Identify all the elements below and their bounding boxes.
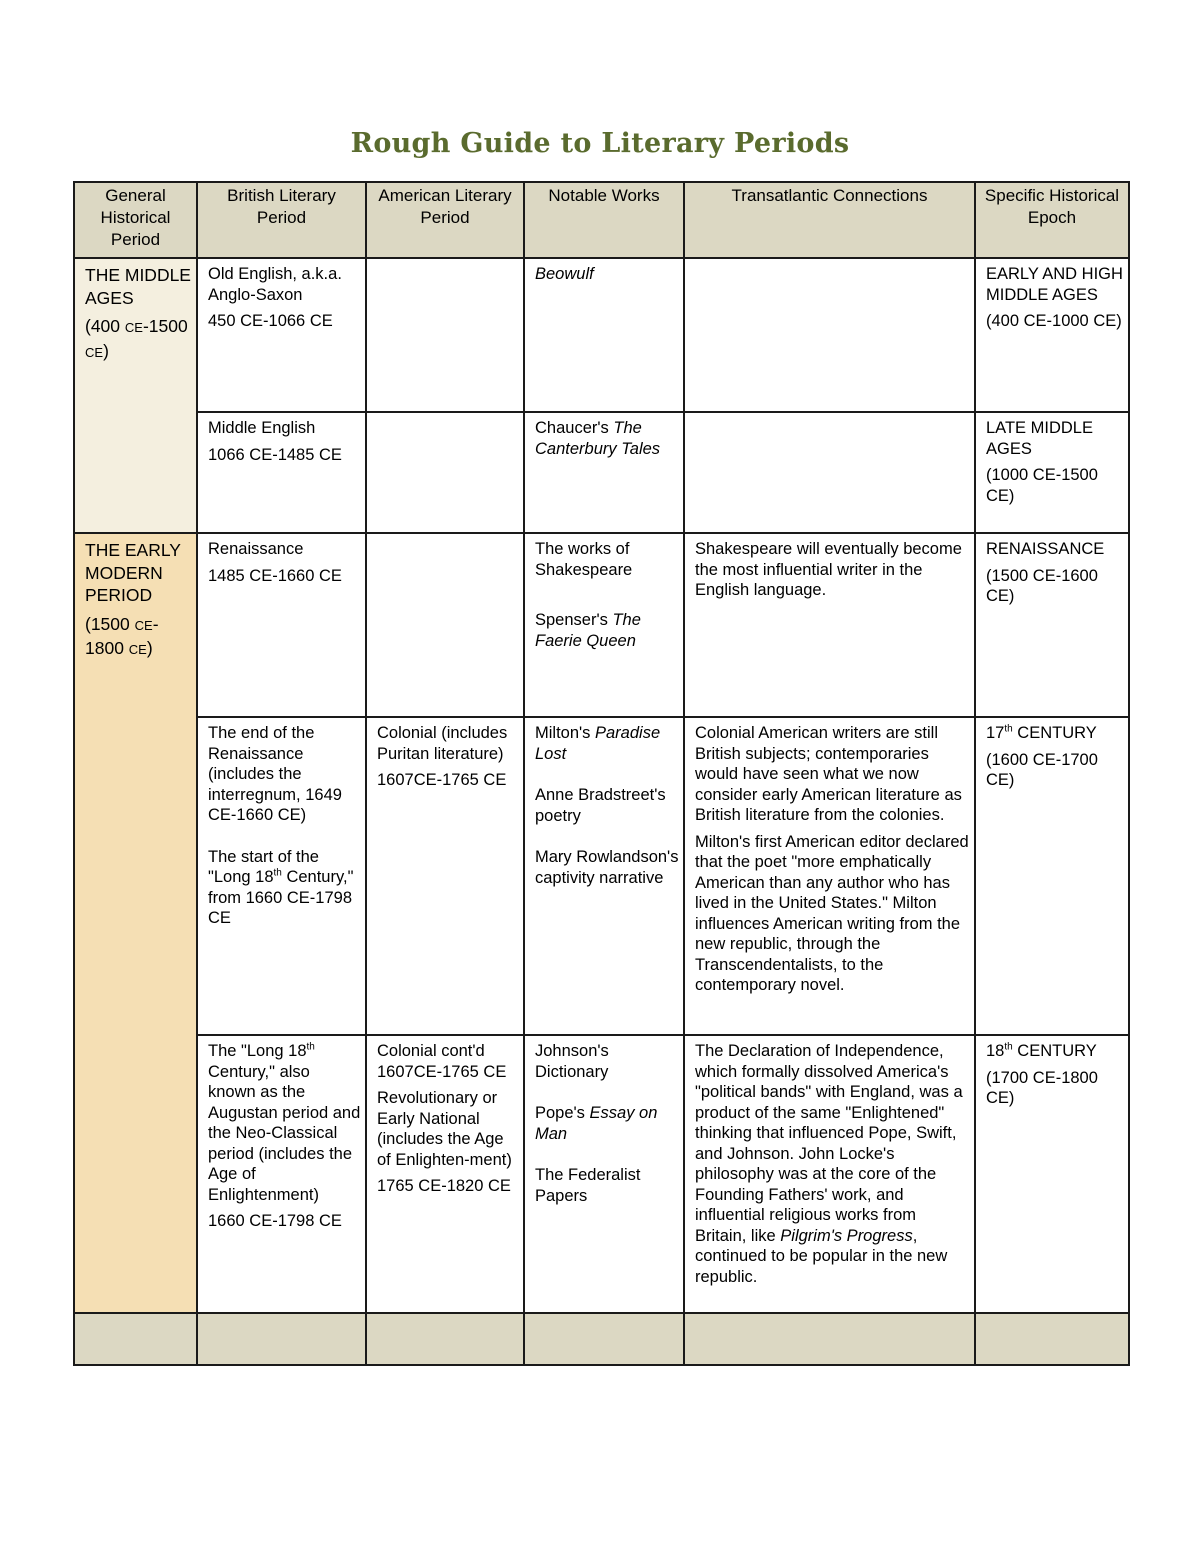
american-period-cell: [366, 412, 524, 533]
transatlantic-cell: [684, 258, 975, 412]
american-period-cell: [366, 533, 524, 717]
notable-works-cell: Johnson's Dictionary Pope's Essay on Man The Federalist Papers: [524, 1035, 684, 1313]
empty-cell: [366, 1313, 524, 1365]
page-title: Rough Guide to Literary Periods: [350, 128, 850, 159]
notable-works-cell: Beowulf: [524, 258, 684, 412]
literary-periods-table: [73, 181, 1130, 1366]
table-row: [74, 412, 1129, 533]
british-period-cell: Middle English 1066 CE-1485 CE: [197, 412, 366, 533]
epoch-cell: 17th CENTURY (1600 CE-1700 CE): [975, 717, 1129, 1035]
header-notable: Notable Works: [524, 182, 684, 258]
empty-cell: [524, 1313, 684, 1365]
period-range: (400 CE-1500 CE): [85, 316, 188, 361]
transatlantic-cell: The Declaration of Independence, which formally dissolved America's "political bands" with England, was a product of the same "Enlightened" thinking that influenced Pope, Swift, and Johnson. John Locke's philosophy was at the core of the Founding Fathers' work, and influential religious works from Britain, like Pilgrim's Progress, continued to be popular in the new republic.: [684, 1035, 975, 1313]
transatlantic-cell: Colonial American writers are still British subjects; contemporaries would have seen what we now consider early American literature as British literature from the colonies. Milton's first American editor declared that the poet "more emphatically American than any author who has lived in the United States." Milton influences American writing from the new republic, through the Transcendentalists, to the contemporary novel.: [684, 717, 975, 1035]
period-range: (1500 CE-1800 CE): [85, 613, 159, 658]
empty-cell: [197, 1313, 366, 1365]
table-row: [74, 717, 1129, 1035]
header-british: British Literary Period: [197, 182, 366, 258]
british-period-cell: The "Long 18th Century," also known as the Augustan period and the Neo-Classical period (includes the Age of Enlightenment) 1660 CE-1798 CE: [197, 1035, 366, 1313]
american-period-cell: Colonial (includes Puritan literature) 1607CE-1765 CE: [366, 717, 524, 1035]
header-transatlantic: Transatlantic Connections: [684, 182, 975, 258]
general-period-middle-ages: [74, 258, 197, 533]
american-period-cell: Colonial cont'd 1607CE-1765 CE Revolutionary or Early National (includes the Age of Enlighten-ment) 1765 CE-1820 CE: [366, 1035, 524, 1313]
period-name: THE EARLY MODERN PERIOD: [85, 540, 181, 605]
empty-cell: [74, 1313, 197, 1365]
transatlantic-cell: [684, 412, 975, 533]
empty-footer-row: [74, 1313, 1129, 1365]
british-period-cell: The end of the Renaissance (includes the interregnum, 1649 CE-1660 CE) The start of the "Long 18th Century," from 1660 CE-1798 CE: [197, 717, 366, 1035]
transatlantic-cell: Shakespeare will eventually become the most influential writer in the English language.: [684, 533, 975, 717]
epoch-cell: LATE MIDDLE AGES (1000 CE-1500 CE): [975, 412, 1129, 533]
empty-cell: [684, 1313, 975, 1365]
header-row: [74, 182, 1129, 258]
epoch-cell: EARLY AND HIGH MIDDLE AGES (400 CE-1000 CE): [975, 258, 1129, 412]
british-period-cell: Renaissance 1485 CE-1660 CE: [197, 533, 366, 717]
general-period-early-modern: [74, 533, 197, 1313]
header-general: General Historical Period: [74, 182, 197, 258]
empty-cell: [975, 1313, 1129, 1365]
american-period-cell: [366, 258, 524, 412]
header-epoch: Specific Historical Epoch: [975, 182, 1129, 258]
epoch-cell: RENAISSANCE (1500 CE-1600 CE): [975, 533, 1129, 717]
notable-works-cell: Chaucer's The Canterbury Tales: [524, 412, 684, 533]
header-american: American Literary Period: [366, 182, 524, 258]
table-row: [74, 258, 1129, 412]
british-period-cell: Old English, a.k.a. Anglo-Saxon 450 CE-1066 CE: [197, 258, 366, 412]
period-name: THE MIDDLE AGES: [85, 265, 191, 308]
notable-works-cell: Milton's Paradise Lost Anne Bradstreet's poetry Mary Rowlandson's captivity narrative: [524, 717, 684, 1035]
table-row: [74, 1035, 1129, 1313]
epoch-cell: 18th CENTURY (1700 CE-1800 CE): [975, 1035, 1129, 1313]
notable-works-cell: The works of Shakespeare Spenser's The Faerie Queen: [524, 533, 684, 717]
table-row: [74, 533, 1129, 717]
